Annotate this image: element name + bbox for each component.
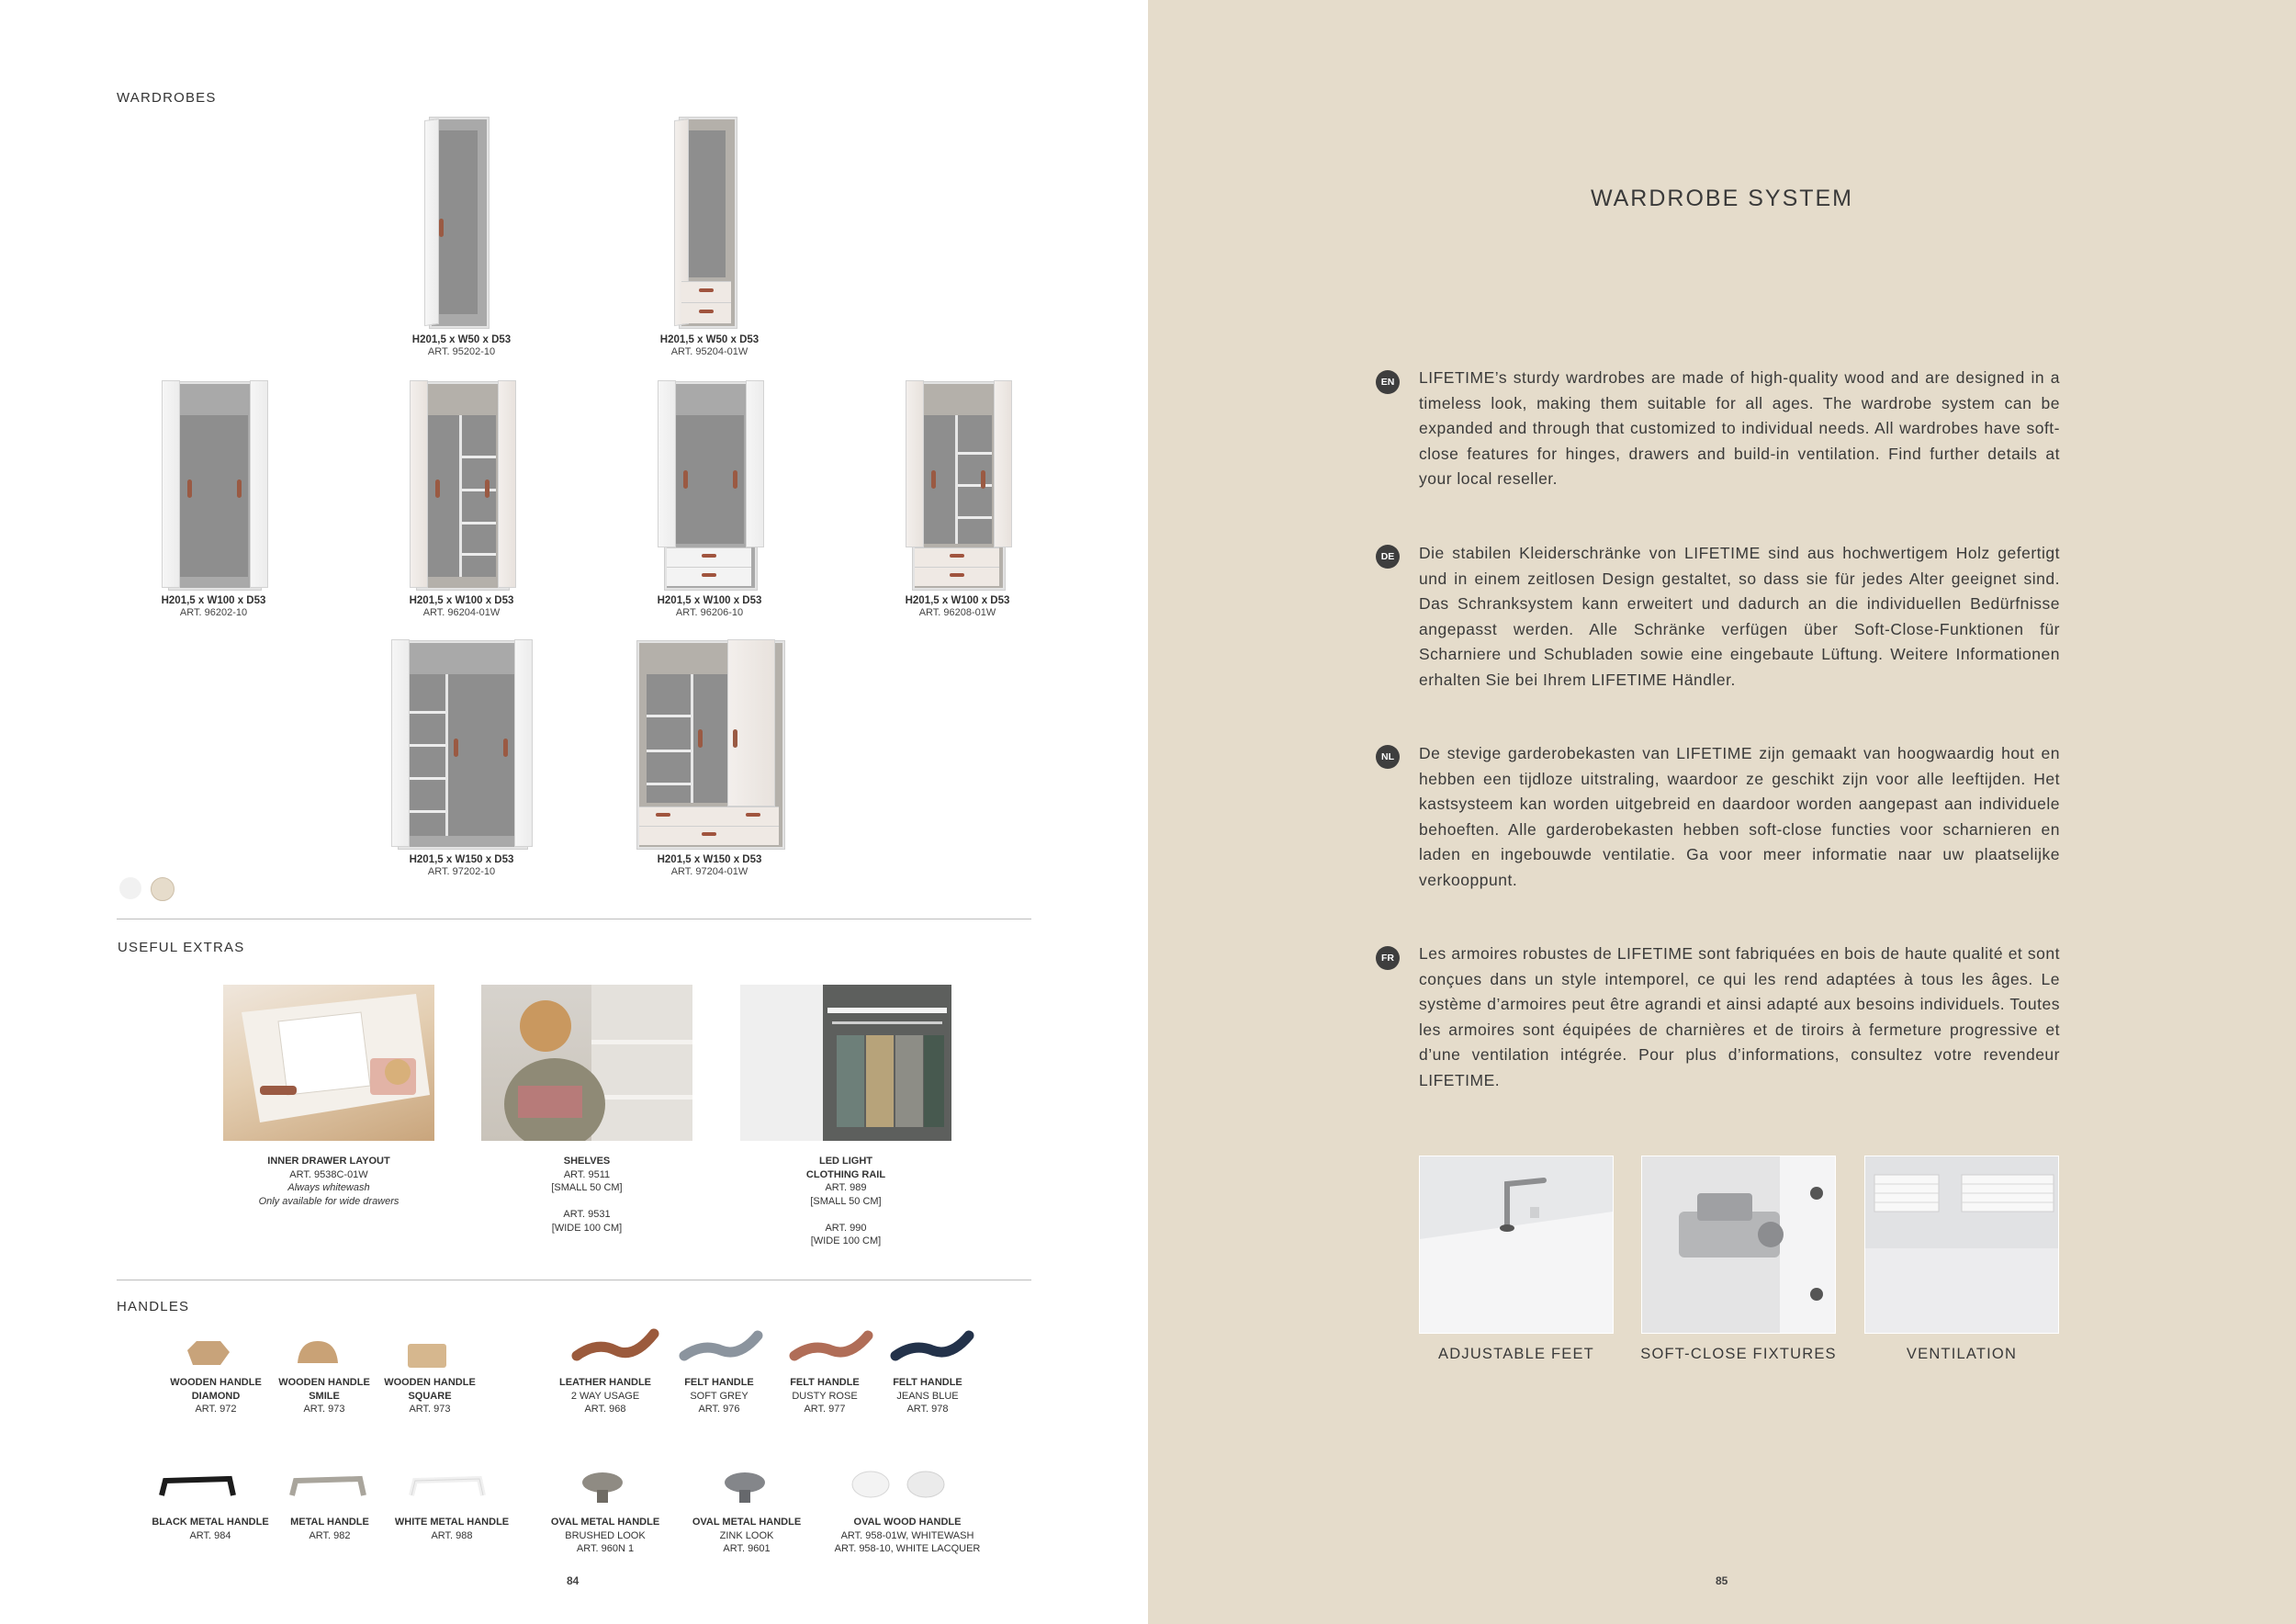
- handle-caption: [546, 1516, 665, 1556]
- extra-art: ART. 989: [825, 1182, 867, 1193]
- extra-name: INNER DRAWER LAYOUT: [267, 1156, 390, 1167]
- handle-art: ART. 972: [195, 1404, 237, 1415]
- handle-caption: [156, 1376, 276, 1416]
- page-number: 84: [567, 1574, 580, 1587]
- product-art: ART. 96204-01W: [422, 607, 501, 618]
- handle-variant: ZINK LOOK: [719, 1529, 774, 1541]
- handles-section-title: HANDLES: [117, 1299, 190, 1314]
- page-title: WARDROBE SYSTEM: [1590, 186, 1854, 211]
- handle-art: ART. 977: [804, 1404, 846, 1415]
- product-dims: H201,5 x W100 x D53: [905, 595, 1010, 606]
- extra-name: LED LIGHT: [818, 1156, 873, 1167]
- handle-caption: [264, 1376, 384, 1416]
- handle-name: WOODEN HANDLE: [170, 1377, 262, 1388]
- product-dims: H201,5 x W100 x D53: [409, 595, 514, 606]
- handle-art: ART. 982: [309, 1529, 351, 1541]
- wooden-square-handle-image: [400, 1336, 456, 1373]
- soft-close-photo: [1641, 1156, 1836, 1334]
- feature-label: SOFT-CLOSE FIXTURES: [1640, 1346, 1837, 1362]
- adjustable-feet-photo: [1419, 1156, 1614, 1334]
- extra-art: ART. 990: [825, 1222, 867, 1234]
- extra-size: [WIDE 100 CM]: [810, 1235, 882, 1246]
- feature-label: VENTILATION: [1906, 1346, 2018, 1362]
- handle-name: BLACK METAL HANDLE: [152, 1517, 269, 1528]
- handle-caption: [765, 1376, 884, 1416]
- language-badge-nl: NL: [1376, 745, 1400, 769]
- oval-zink-handle-image: [717, 1468, 772, 1508]
- extra-art: ART. 9511: [563, 1168, 611, 1180]
- product-art: ART. 97202-10: [427, 866, 496, 877]
- black-metal-handle-image: [156, 1470, 239, 1506]
- paragraph-fr: Les armoires robustes de LIFETIME sont fabriquées en bois de haute qualité et sont conçues dans un style intemporel, ce qui les rend adaptées à tous les âges. Le système d’armoires peut être agrandi et ainsi adapté aux besoins individuels. Toutes les armoires sont équipées de charnières et de tiroirs à fermeture progressive et d’une ventilation intégrée. Pour plus d’informations, consultez votre revendeur LIFETIME.: [1419, 944, 2060, 1089]
- product-art: ART. 95202-10: [427, 346, 496, 357]
- language-badge-en: EN: [1376, 370, 1400, 394]
- product-dims: H201,5 x W100 x D53: [161, 595, 266, 606]
- product-dims: H201,5 x W100 x D53: [657, 595, 762, 606]
- leather-handle-image: [569, 1323, 661, 1369]
- feature-label: ADJUSTABLE FEET: [1438, 1346, 1594, 1362]
- extra-caption-shelves: [467, 1155, 706, 1235]
- extra-name: SHELVES: [563, 1156, 611, 1167]
- handle-caption: [868, 1376, 987, 1416]
- handle-name: OVAL METAL HANDLE: [550, 1517, 660, 1528]
- extra-size: [WIDE 100 CM]: [551, 1222, 623, 1234]
- handle-art: ART. 9601: [723, 1543, 771, 1554]
- handle-art: ART. 960N 1: [576, 1543, 635, 1554]
- handle-name: FELT HANDLE: [684, 1377, 754, 1388]
- handle-caption: [687, 1516, 806, 1556]
- handle-variant: BRUSHED LOOK: [565, 1529, 646, 1541]
- wardrobe-96202-10: [147, 378, 280, 620]
- handle-variant: SMILE: [309, 1390, 340, 1402]
- led-rail-photo: [740, 985, 951, 1141]
- paragraph-nl: De stevige garderobekasten van LIFETIME zijn gemaakt van hoogwaardig hout en hebben een tijdloze uitstraling, waardoor ze geschikt zijn voor alle leeftijden. Het kastsysteem kan worden uitgebreid en daardoor worden aangepast aan individuele behoeften. Alle garderobekasten hebben soft-close functies voor scharnieren en laden en ingebouwde ventilatie. Ga voor meer informatie naar uw plaatselijke verkooppunt.: [1419, 744, 2060, 889]
- handle-variant: DIAMOND: [191, 1390, 241, 1402]
- paragraph-de: Die stabilen Kleiderschränke von LIFETIME sind aus hochwertigem Holz gefertigt und in einem zeitlosen Design gestaltet, so dass sie für jedes Alter geeignet sind. Das Schranksystem kann erweitert und dadurch an die individuellen Bedürfnisse angepasst werden. Alle Schränke verfügen über Soft-Close-Funktionen für Scharniere und Schubladen sowie eine eingebaute Lüftung. Weitere Informationen erhalten Sie bei Ihrem LIFETIME Händler.: [1419, 544, 2060, 689]
- handle-caption: [151, 1516, 270, 1542]
- handle-name: FELT HANDLE: [790, 1377, 860, 1388]
- handle-name: WHITE METAL HANDLE: [394, 1517, 510, 1528]
- wardrobe-96204-01W: [395, 378, 528, 620]
- shelves-photo: [481, 985, 692, 1141]
- wardrobe-97204-01W: [625, 637, 794, 879]
- handle-variant: DUSTY ROSE: [792, 1390, 858, 1402]
- handle-caption: [370, 1376, 490, 1416]
- wooden-diamond-handle-image: [180, 1334, 235, 1370]
- ventilation-photo: [1864, 1156, 2059, 1334]
- wardrobes-section-title: WARDROBES: [117, 90, 217, 106]
- handle-caption: [825, 1516, 990, 1556]
- handle-name: WOODEN HANDLE: [384, 1377, 476, 1388]
- handle-caption: [270, 1516, 389, 1542]
- metal-handle-image: [287, 1470, 369, 1506]
- handle-name: OVAL METAL HANDLE: [692, 1517, 802, 1528]
- handle-caption: [546, 1376, 665, 1416]
- handle-name: WOODEN HANDLE: [278, 1377, 370, 1388]
- wardrobe-95202-10: [395, 118, 528, 359]
- handle-art: ART. 968: [584, 1404, 626, 1415]
- product-art: ART. 96206-10: [675, 607, 744, 618]
- handle-art: ART. 984: [189, 1529, 231, 1541]
- product-dims: H201,5 x W150 x D53: [657, 854, 762, 865]
- product-dims: H201,5 x W150 x D53: [409, 854, 514, 865]
- product-art: ART. 95204-01W: [670, 346, 748, 357]
- handle-variant: SQUARE: [408, 1390, 452, 1402]
- wardrobe-96208-01W: [891, 378, 1024, 620]
- product-art: ART. 96208-01W: [918, 607, 996, 618]
- product-dims: H201,5 x W50 x D53: [411, 334, 512, 345]
- inner-drawer-photo: [223, 985, 434, 1141]
- handle-art: ART. 973: [409, 1404, 451, 1415]
- language-badge-de: DE: [1376, 545, 1400, 569]
- product-art: ART. 96202-10: [179, 607, 248, 618]
- wardrobe-95204-01W: [643, 118, 776, 359]
- wooden-smile-handle-image: [290, 1334, 345, 1370]
- product-art: ART. 97204-01W: [670, 866, 748, 877]
- extra-size: [SMALL 50 CM]: [551, 1182, 623, 1193]
- handle-variant: SOFT GREY: [690, 1390, 748, 1402]
- product-dims: H201,5 x W50 x D53: [659, 334, 760, 345]
- white-metal-handle-image: [406, 1470, 489, 1506]
- wardrobe-96206-10: [643, 378, 776, 620]
- handle-art: ART. 976: [698, 1404, 740, 1415]
- extra-note: Only available for wide drawers: [258, 1195, 400, 1207]
- handle-caption: [392, 1516, 512, 1542]
- handle-art: ART. 988: [431, 1529, 473, 1541]
- handle-variant: 2 WAY USAGE: [570, 1390, 640, 1402]
- handle-art: ART. 958-10, WHITE LACQUER: [834, 1543, 981, 1554]
- felt-rose-handle-image: [785, 1323, 877, 1369]
- handle-variant: JEANS BLUE: [896, 1390, 959, 1402]
- oval-wood-handles-image: [845, 1468, 955, 1508]
- page-number: 85: [1716, 1574, 1728, 1587]
- handle-name: LEATHER HANDLE: [558, 1377, 651, 1388]
- extra-art: ART. 9531: [563, 1209, 611, 1220]
- extra-name: CLOTHING RAIL: [805, 1168, 886, 1180]
- extra-caption-led-rail: [726, 1155, 965, 1248]
- extra-caption-inner-drawer: [209, 1155, 448, 1208]
- language-badge-fr: FR: [1376, 946, 1400, 970]
- oval-brushed-handle-image: [575, 1468, 630, 1508]
- felt-blue-handle-image: [886, 1323, 978, 1369]
- handle-art: ART. 978: [906, 1404, 949, 1415]
- handle-name: OVAL WOOD HANDLE: [853, 1517, 962, 1528]
- handle-art: ART. 958-01W, WHITEWASH: [840, 1529, 974, 1541]
- handle-art: ART. 973: [303, 1404, 345, 1415]
- handle-name: METAL HANDLE: [290, 1517, 369, 1528]
- paragraph-en: LIFETIME’s sturdy wardrobes are made of high-quality wood and are designed in a timeless look, making them suitable for all ages. The wardrobe system can be expanded and through that customized to individual needs. All wardrobes have soft-close features for hinges, drawers and build-in ventilation. Find further details at your local reseller.: [1419, 368, 2060, 488]
- extras-section-title: USEFUL EXTRAS: [118, 940, 245, 955]
- extra-note: Always whitewash: [287, 1182, 370, 1193]
- handle-name: FELT HANDLE: [893, 1377, 962, 1388]
- extra-size: [SMALL 50 CM]: [810, 1195, 882, 1207]
- handle-caption: [659, 1376, 779, 1416]
- wardrobe-97202-10: [377, 637, 546, 879]
- color-swatch-white[interactable]: [119, 877, 141, 899]
- color-swatch-whitewash[interactable]: [151, 877, 174, 901]
- felt-grey-handle-image: [675, 1323, 767, 1369]
- extra-art: ART. 9538C-01W: [289, 1168, 368, 1180]
